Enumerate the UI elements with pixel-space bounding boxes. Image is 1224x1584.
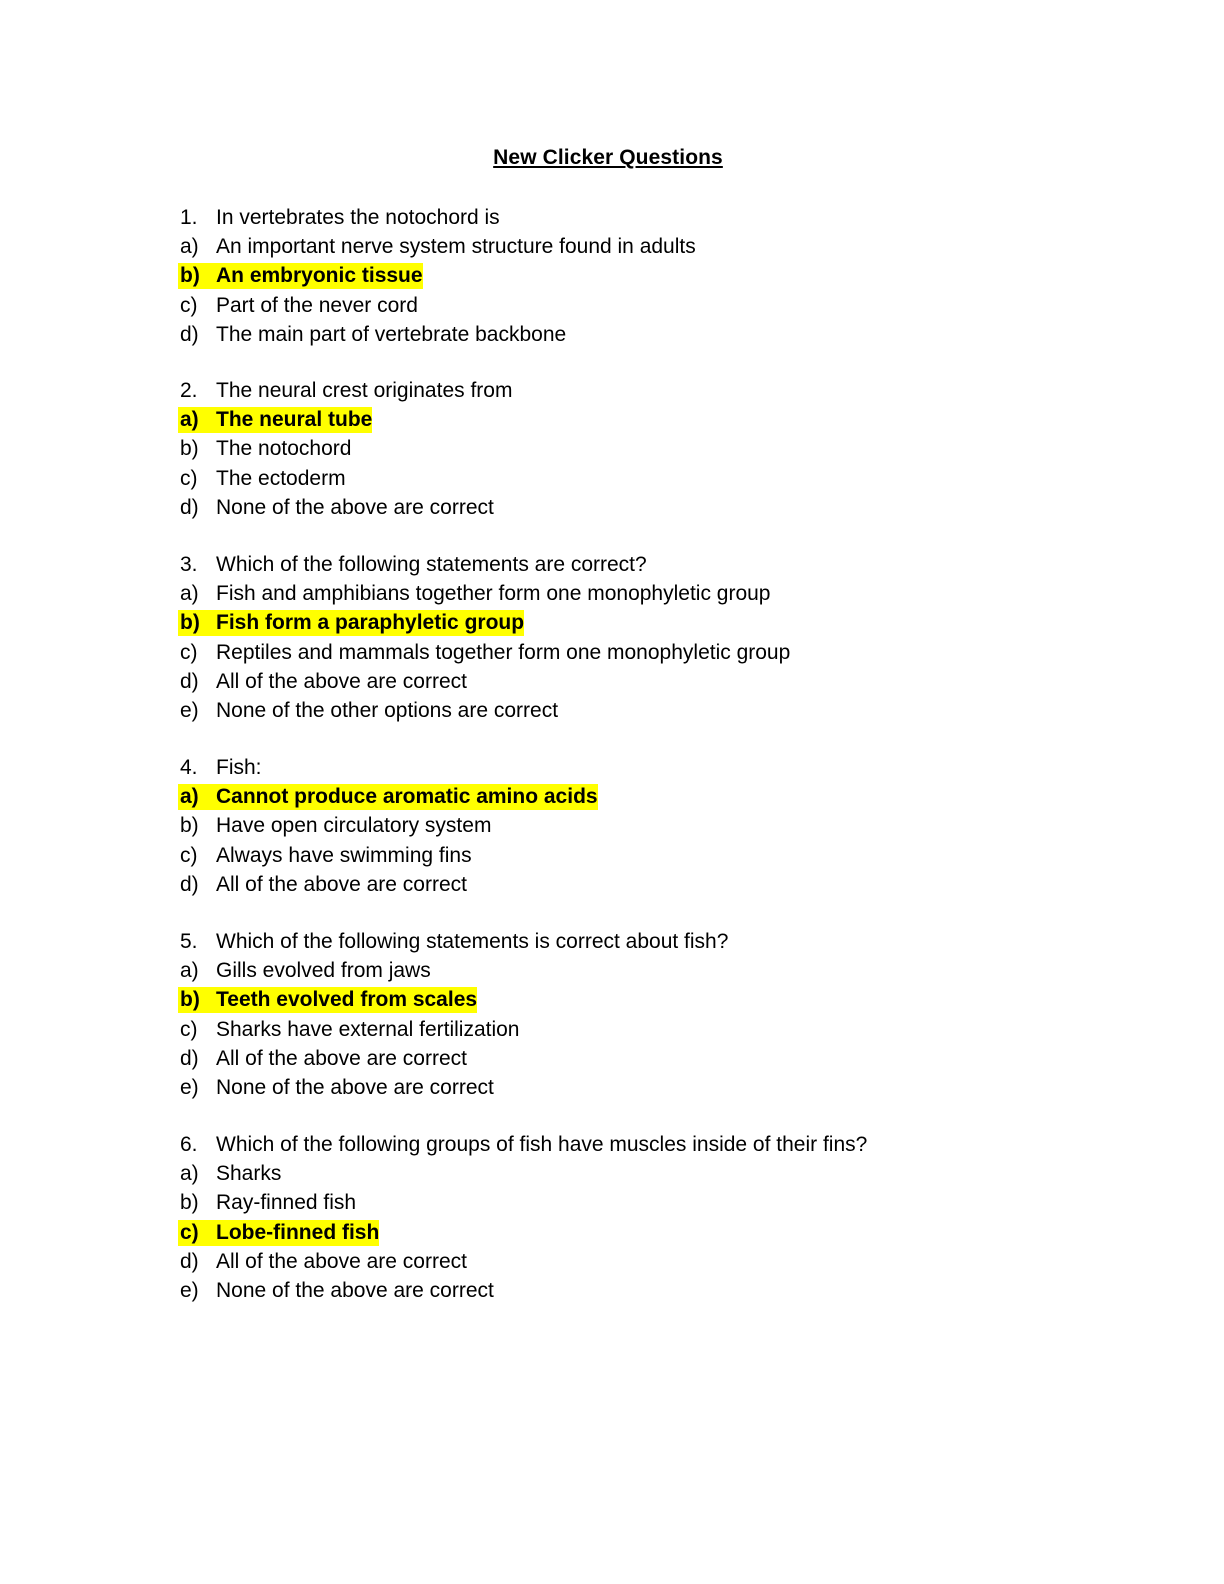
question-prompt (180, 1130, 1080, 1159)
option-text: All of the above are correct (216, 1249, 467, 1273)
option-marker: d) (180, 1046, 199, 1070)
option-marker: a) (180, 785, 199, 809)
question-number: 2. (180, 379, 198, 402)
answer-option (180, 1276, 1080, 1305)
answer-option-highlighted (180, 1218, 1080, 1247)
question-block (180, 376, 1080, 522)
option-text: The main part of vertebrate backbone (216, 322, 567, 346)
option-marker: b) (180, 264, 200, 288)
option-marker: d) (180, 495, 199, 519)
answer-option-highlighted (180, 261, 1080, 290)
answer-option (180, 696, 1080, 725)
answer-option (180, 667, 1080, 696)
question-block (180, 927, 1080, 1102)
answer-option-highlighted (180, 608, 1080, 637)
option-marker: c) (180, 1220, 199, 1244)
answer-option (180, 638, 1080, 667)
option-text: Ray-finned fish (216, 1191, 357, 1215)
option-marker: a) (180, 408, 199, 432)
option-text: All of the above are correct (216, 872, 467, 896)
option-text: An important nerve system structure found in adults (216, 235, 696, 259)
option-text: None of the other options are correct (216, 698, 559, 722)
answer-option (180, 434, 1080, 463)
option-text: None of the above are correct (216, 495, 494, 519)
question-number: 5. (180, 930, 198, 953)
option-text: Cannot produce aromatic amino acids (216, 785, 598, 809)
option-marker: a) (180, 235, 199, 259)
question-block (180, 550, 1080, 725)
option-text: Gills evolved from jaws (216, 959, 431, 983)
answer-option (180, 841, 1080, 870)
question-text: Which of the following statements are correct? (216, 553, 647, 576)
option-marker: b) (180, 988, 200, 1012)
answer-option (180, 1073, 1080, 1102)
question-text: Which of the following groups of fish have muscles inside of their fins? (216, 1133, 868, 1156)
option-text: Always have swimming fins (216, 843, 472, 867)
answer-option (180, 956, 1080, 985)
question-number: 6. (180, 1133, 198, 1156)
answer-option (180, 232, 1080, 261)
answer-option (180, 320, 1080, 349)
question-number: 3. (180, 553, 198, 576)
question-block (180, 1130, 1080, 1305)
option-text: The neural tube (216, 408, 373, 432)
answer-option (180, 1247, 1080, 1276)
option-text: None of the above are correct (216, 1075, 494, 1099)
option-text: None of the above are correct (216, 1278, 494, 1302)
question-text: Fish: (216, 756, 262, 779)
option-marker: c) (180, 293, 198, 317)
question-number: 1. (180, 206, 198, 229)
option-text: Have open circulatory system (216, 814, 492, 838)
question-text: Which of the following statements is correct about fish? (216, 930, 729, 953)
question-number: 4. (180, 756, 198, 779)
answer-option (180, 291, 1080, 320)
question-text: The neural crest originates from (216, 379, 513, 402)
option-marker: a) (180, 582, 199, 606)
question-block (180, 753, 1080, 899)
option-marker: e) (180, 1278, 199, 1302)
answer-option (180, 811, 1080, 840)
option-text: All of the above are correct (216, 669, 467, 693)
option-marker: c) (180, 843, 198, 867)
answer-option (180, 1159, 1080, 1188)
question-prompt (180, 753, 1080, 782)
option-marker: a) (180, 1162, 199, 1186)
option-text: The notochord (216, 437, 352, 461)
question-prompt (180, 376, 1080, 405)
option-text: Sharks (216, 1162, 282, 1186)
answer-option (180, 464, 1080, 493)
option-text: The ectoderm (216, 466, 346, 490)
option-marker: e) (180, 698, 199, 722)
option-text: Reptiles and mammals together form one monophyletic group (216, 640, 791, 664)
option-marker: e) (180, 1075, 199, 1099)
option-text: Fish and amphibians together form one monophyletic group (216, 582, 771, 606)
option-text: Part of the never cord (216, 293, 418, 317)
option-marker: c) (180, 466, 198, 490)
option-text: All of the above are correct (216, 1046, 467, 1070)
question-prompt (180, 203, 1080, 232)
answer-option (180, 1015, 1080, 1044)
page-title: New Clicker Questions (493, 146, 723, 169)
option-text: Fish form a paraphyletic group (216, 611, 525, 635)
option-marker: b) (180, 814, 199, 838)
option-marker: d) (180, 322, 199, 346)
option-marker: d) (180, 1249, 199, 1273)
question-text: In vertebrates the notochord is (216, 206, 500, 229)
answer-option (180, 493, 1080, 522)
answer-option (180, 870, 1080, 899)
option-text: Sharks have external fertilization (216, 1017, 520, 1041)
option-marker: b) (180, 437, 199, 461)
answer-option (180, 579, 1080, 608)
option-marker: c) (180, 640, 198, 664)
answer-option-highlighted (180, 985, 1080, 1014)
option-marker: d) (180, 872, 199, 896)
answer-option (180, 1188, 1080, 1217)
question-prompt (180, 927, 1080, 956)
question-prompt (180, 550, 1080, 579)
answer-option-highlighted (180, 405, 1080, 434)
option-marker: d) (180, 669, 199, 693)
option-text: An embryonic tissue (216, 264, 423, 288)
option-marker: b) (180, 1191, 199, 1215)
option-marker: b) (180, 611, 200, 635)
answer-option-highlighted (180, 782, 1080, 811)
question-block (180, 203, 1080, 349)
option-text: Lobe-finned fish (216, 1220, 380, 1244)
option-marker: a) (180, 959, 199, 983)
option-text: Teeth evolved from scales (216, 988, 478, 1012)
option-marker: c) (180, 1017, 198, 1041)
answer-option (180, 1044, 1080, 1073)
